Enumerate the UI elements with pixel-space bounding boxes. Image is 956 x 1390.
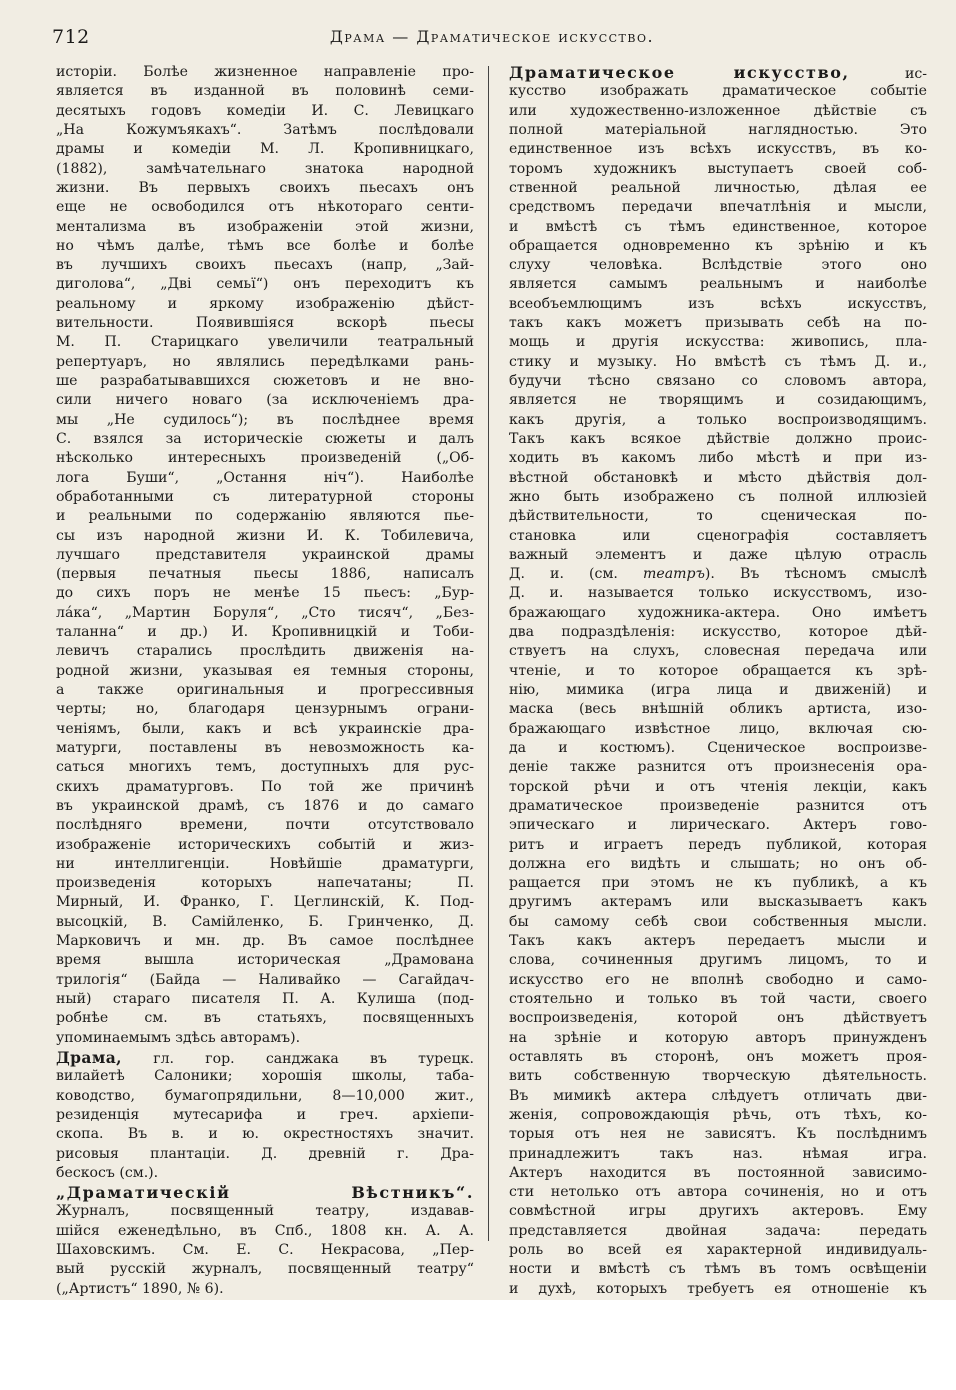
left-column-line: скихъ драматурговъ. По той же причинѣ — [56, 778, 474, 795]
entry-vestnik-line: („Артистъ“ 1890, № 6). — [56, 1280, 224, 1297]
entry-art-line: ности и вмѣстѣ съ тѣмъ въ томъ освѣщеніи — [509, 1261, 927, 1278]
entry-art-line: Такъ какъ всякое дѣйствіе должно проис- — [509, 430, 927, 447]
cross-reference-theatre[interactable]: театръ — [643, 566, 705, 583]
page-header — [52, 26, 932, 54]
left-column-line: ный) стараго писателя П. А. Кулиша (под- — [56, 991, 474, 1007]
entry-art-line: искусство его не вполнѣ свободно и само- — [509, 971, 927, 988]
entry-art-body-b — [509, 584, 927, 1376]
entry-art-line: бражающаго художника-актера. Оно имѣетъ — [509, 604, 927, 621]
left-column-line: но чѣмъ далѣе, тѣмъ все болѣе и болѣе — [56, 237, 474, 254]
left-column-line: родной жизни, указывая ея темныя стороны, — [56, 662, 474, 679]
left-column-line: до сихъ поръ не менѣе 15 пьесъ: „Бур- — [56, 585, 474, 602]
entry-drama-headword: Драма, — [56, 1047, 122, 1067]
entry-art-line: маска (весь внѣшній обликъ артиста, изо- — [509, 701, 927, 718]
left-column-line: въ лучшихъ своихъ пьесахъ (напр, „Зай- — [56, 257, 474, 274]
left-column-line: лучшаго представителя украинской драмы — [56, 546, 474, 563]
entry-art-theatre-ref-line — [509, 565, 927, 584]
entry-art-line: Въ мимикѣ актера слѣдуетъ отличать дви- — [509, 1087, 927, 1104]
entry-art-line: слова, сочиненныя другимъ лицомъ, то и — [509, 952, 927, 969]
entry-art-line: деніе также разнится отъ произнесенія ора- — [509, 759, 927, 776]
left-column-line: Мирный, И. Франко, Г. Цеглинскій, К. Под- — [56, 894, 474, 911]
left-column-line: сы изъ народной жизни И. К. Тобилевича, — [56, 527, 474, 544]
entry-art-line: ственной реальной личностью, дѣлая ее — [509, 179, 927, 196]
entry-art-line: и вмѣстѣ съ тѣмъ единственное, которое — [509, 218, 927, 235]
entry-vestnik-line: Журналъ, посвященный театру, издавав- — [56, 1203, 474, 1220]
left-column-line: является въ изданной въ половинѣ семи- — [56, 83, 474, 100]
entry-art-line: нію, мимика (игра лица и движеній) и — [509, 682, 927, 698]
entry-art-line: вить собственную творческую дѣятельность. — [509, 1068, 927, 1085]
entry-art-line: какъ другія, а только воспроизводящимъ. — [509, 411, 927, 428]
entry-art-ref-after: ). Въ тѣсномъ смыслѣ — [704, 566, 927, 583]
left-column-line: С. взялся за историческіе сюжеты и далъ — [56, 430, 474, 447]
left-column-line: таланна“ и др.) И. Кропивницкій и Тоби- — [56, 624, 474, 641]
left-column-line: робнѣе см. въ статьяхъ, посвященныхъ — [56, 1010, 474, 1027]
entry-vestnik-headword-line — [56, 1183, 474, 1202]
entry-art-line: эпическаго и лирическаго. Актеръ гово- — [509, 817, 927, 834]
left-column-line: ни интеллигенціи. Новѣйшіе драматурги, — [56, 855, 474, 872]
left-column-line: черты; но, благодаря цензурнымъ ограни- — [56, 701, 474, 718]
left-column-line: диголова“, „Дві семьї“) онъ переходитъ къ — [56, 276, 474, 293]
left-column-line: реальному и яркому изображенію дѣйст- — [56, 295, 474, 312]
left-column-line: сили ничего новаго (за исключеніемъ дра- — [56, 392, 474, 409]
entry-art-line: два подраздѣленія: искусство, которое дѣй- — [509, 624, 927, 641]
left-column-line: жизни. Въ первыхъ своихъ пьесахъ онъ — [56, 179, 474, 196]
entry-art-line: женія, сопровождающія рѣчь, отъ тѣхъ, ко- — [509, 1106, 927, 1123]
entry-drama-line: рисовыя плантаціи. Д. древній г. Дра- — [56, 1145, 474, 1162]
entry-art-line: сти нетолько отъ автора сочиненія, но и отъ — [509, 1184, 927, 1201]
entry-art-line: совмѣстной игры другихъ актеровъ. Ему — [509, 1203, 927, 1220]
entry-art-line: слуху человѣка. Вслѣдствіе этого оно — [509, 257, 927, 274]
left-column-line: ченіямъ, были, какъ и всѣ украинскіе дра- — [56, 720, 474, 737]
entry-art-line: единственное изъ всѣхъ искусствъ, въ ко- — [509, 141, 927, 158]
left-column-line: вительности. Появившіяся вскорѣ пьесы — [56, 315, 474, 332]
left-column-line: изображеніе историческихъ событій и жиз- — [56, 836, 474, 853]
entry-art-line: торыя отъ нея не зависятъ. Къ послѣднимъ — [509, 1126, 927, 1143]
entry-art-line: будучи тѣсно связано со словомъ автора, — [509, 373, 927, 389]
entry-art-line: мощь и другія искусства: живопись, пла- — [509, 334, 927, 351]
entry-vestnik-line: вый русскій журналъ, посвященный театру“ — [56, 1261, 474, 1278]
entry-art-body-a — [509, 82, 927, 565]
entry-art-line: полной матеріальной наглядностью. Это — [509, 121, 927, 138]
left-column-line: въ украинской драмѣ, съ 1876 и до самаго — [56, 797, 474, 814]
entry-art-line: торомъ художникъ выступаетъ своей соб- — [509, 160, 927, 177]
entry-art-line: Такъ какъ актеръ передаетъ мысли и — [509, 933, 927, 950]
entry-art-line: вѣстной обстановкѣ и мѣсто дѣйствія дол- — [509, 469, 927, 486]
entry-art-line: бы самому себѣ свои собственныя мысли. — [509, 913, 927, 930]
entry-art-line: ходить въ какомъ либо мѣстѣ и при из- — [509, 450, 927, 467]
left-column-line: еще не освободился отъ нѣкотораго сенти- — [56, 199, 474, 216]
entry-drama-first-text: гл. гор. санджака въ турецк. — [121, 1050, 474, 1067]
left-column-line: исторіи. Болѣе жизненное направленіе про- — [56, 64, 474, 80]
left-column-line: произведенія которыхъ напечатаны; П. — [56, 875, 474, 892]
left-column-line: ше разрабатывавшихся сюжетовъ и не вно- — [56, 373, 474, 389]
left-column — [56, 63, 474, 1376]
entry-art-line: ращается при этомъ не къ публикѣ, а къ — [509, 875, 927, 892]
entry-art-line: важный элементъ и даже цѣлую отрасль — [509, 546, 927, 563]
entry-vestnik-line: шійся еженедѣльно, въ Спб., 1808 кн. А. А. — [56, 1222, 474, 1239]
entry-art-line: кусство изображать драматическое событіе — [509, 83, 927, 100]
entry-art-line: стоятельно и только въ той части, своего — [509, 991, 927, 1007]
entry-art-line: чтеніе, и то которое обращается къ зрѣ- — [509, 662, 927, 679]
entry-art-line: или художественно-изложенное дѣйствіе съ — [509, 102, 927, 119]
entry-art-line: принадлежитъ такъ наз. нѣмая игра. — [509, 1145, 927, 1162]
entry-art-first-tail: ис- — [849, 66, 927, 82]
entry-art-line: бражающаго извѣстное лицо, включая сю- — [509, 720, 927, 737]
entry-drama-line: скопа. Въ в. и ю. окрестностяхъ значит. — [56, 1126, 474, 1143]
left-column-line: мы „Не судилось“); въ послѣднее время — [56, 411, 474, 428]
right-column — [509, 63, 927, 1376]
entry-drama-line: резиденція мутесарифа и греч. архіепи- — [56, 1106, 474, 1123]
entry-vestnik-line: Шаховскимъ. См. Е. С. Некрасова, „Пер- — [56, 1242, 474, 1259]
entry-art-line: драматическое произведеніе разнится отъ — [509, 797, 927, 814]
running-head: Драма — Драматическое искусство. — [329, 27, 655, 46]
entry-art-line: всеобъемлющимъ изъ всѣхъ искусствъ, — [509, 295, 927, 312]
entry-art-line: другимъ актерамъ или высказываетъ какъ — [509, 894, 927, 911]
left-column-line: (1882), замѣчательнаго знатока народной — [56, 160, 474, 177]
entry-art-line: ствуетъ на слухъ, словесная передача или — [509, 643, 927, 660]
entry-vestnik — [56, 1183, 474, 1299]
entry-art-line: ритъ и играетъ передъ публикой, которая — [509, 836, 927, 853]
left-column-line: драмы и комедіи М. Л. Кропивницкаго, — [56, 141, 474, 158]
left-column-line: высоцкій, В. Самійленко, Б. Гринченко, Д. — [56, 913, 474, 930]
entry-drama-line: ководство, бумагопрядильни, 8—10,000 жит., — [56, 1087, 474, 1104]
bottom-margin — [0, 1300, 956, 1390]
entry-art-first-line — [509, 63, 927, 82]
entry-art-line: такъ какъ можетъ призывать себѣ на по- — [509, 315, 927, 332]
entry-art-line: торской рѣчи и отъ чтенія лекціи, какъ — [509, 778, 927, 795]
entry-art-line: оставлять въ сторонѣ, онъ можетъ проя- — [509, 1048, 927, 1065]
left-column-line: матурги, поставлены въ невозможность ка- — [56, 739, 474, 756]
left-column-line: саться многихъ темъ, доступныхъ для рус- — [56, 759, 474, 776]
entry-art-line: должна его видѣть и слышать; но онъ об- — [509, 855, 927, 872]
left-column-body — [56, 63, 474, 1048]
entry-drama-line: вилайетѣ Салоники; хорошія школы, таба- — [56, 1068, 474, 1085]
entry-art-line: жно быть изображено съ полной иллюзіей — [509, 488, 927, 505]
entry-art-line: обращается одновременно къ зрѣнію и къ — [509, 237, 927, 254]
left-column-line: лáка“, „Мартин Боруля“, „Сто тисяч“, „Без- — [56, 604, 474, 621]
left-column-line: левичъ старались прослѣдить движенія на- — [56, 643, 474, 660]
left-column-line: трилогія“ (Байда — Наливайко — Сагайдач- — [56, 971, 474, 988]
page-number: 712 — [52, 26, 90, 48]
column-divider — [488, 66, 489, 1241]
left-column-line: лога Буши“, „Остання ніч“). Наиболѣе — [56, 469, 474, 486]
entry-art-ref-before: Д. и. (см. — [509, 566, 644, 583]
left-column-line: время вышла историческая „Драмована — [56, 952, 474, 969]
entry-art-line: стику и музыку. Но вмѣстѣ съ тѣмъ Д. и., — [509, 353, 927, 370]
left-column-line: обработанными съ литературной стороны — [56, 488, 474, 505]
left-column-line: „На Кожумъякахъ“. Затѣмъ послѣдовали — [56, 121, 474, 138]
entry-art-line: дѣйствительности, то сценическая по- — [509, 508, 927, 525]
left-column-line: упоминаемымъ здѣсь авторамъ). — [56, 1029, 301, 1046]
entry-art-headword: Драматическое искусство, — [509, 63, 850, 82]
entry-art-line: воспроизведенія, которой онъ дѣйствуетъ — [509, 1010, 927, 1027]
left-column-line: послѣдняго времени, почти отсутствовало — [56, 817, 474, 834]
entry-art-line: средствомъ передачи впечатлѣнія и мысли, — [509, 199, 927, 216]
left-column-line: ментализма въ изображеніи этой жизни, — [56, 218, 474, 235]
entry-art-line: и духѣ, которыхъ требуетъ ея отношеніе къ — [509, 1280, 927, 1297]
entry-vestnik-headword: „Драматическій Вѣстникъ“. — [56, 1183, 474, 1203]
entry-drama — [56, 1048, 474, 1183]
entry-art-line: становка или сценографія составляетъ — [509, 527, 927, 544]
left-column-line: М. П. Старицкаго увеличили театральный — [56, 334, 474, 351]
left-column-line: нѣсколько интересныхъ произведеній („Об- — [56, 450, 474, 467]
left-column-line: а также оригинальныя и прогрессивныя — [56, 682, 474, 698]
entry-art-line: является самымъ реальнымъ и наиболѣе — [509, 276, 927, 293]
left-column-line: репертуаръ, но являлись передѣлками рань- — [56, 353, 474, 370]
left-column-line: и реальными по содержанію являются пье- — [56, 508, 474, 525]
left-column-line: Марковичъ и мн. др. Въ самое послѣднее — [56, 933, 474, 950]
entry-drama-first-line — [56, 1048, 474, 1067]
entry-art-line: является не творящимъ и созидающимъ, — [509, 392, 927, 409]
entry-drama-line: бескосъ (см.). — [56, 1164, 159, 1181]
entry-art-line: да и костюмъ). Сценическое воспроизве- — [509, 739, 927, 756]
entry-art-line: Д. и. называется только искусствомъ, изо- — [509, 585, 927, 602]
entry-art-line: на зрѣніе и которую авторъ принужденъ — [509, 1029, 927, 1046]
entry-art-line: Актеръ находится въ постоянной зависимо- — [509, 1164, 927, 1181]
entry-art-line: представляется двойная задача: передать — [509, 1222, 927, 1239]
left-column-line: (первыя печатныя пьесы 1886, написалъ — [56, 566, 474, 583]
left-column-line: десятыхъ годовъ комедіи И. С. Левицкаго — [56, 102, 474, 119]
entry-art-line: роль во всей ея характерной индивидуаль- — [509, 1242, 927, 1259]
